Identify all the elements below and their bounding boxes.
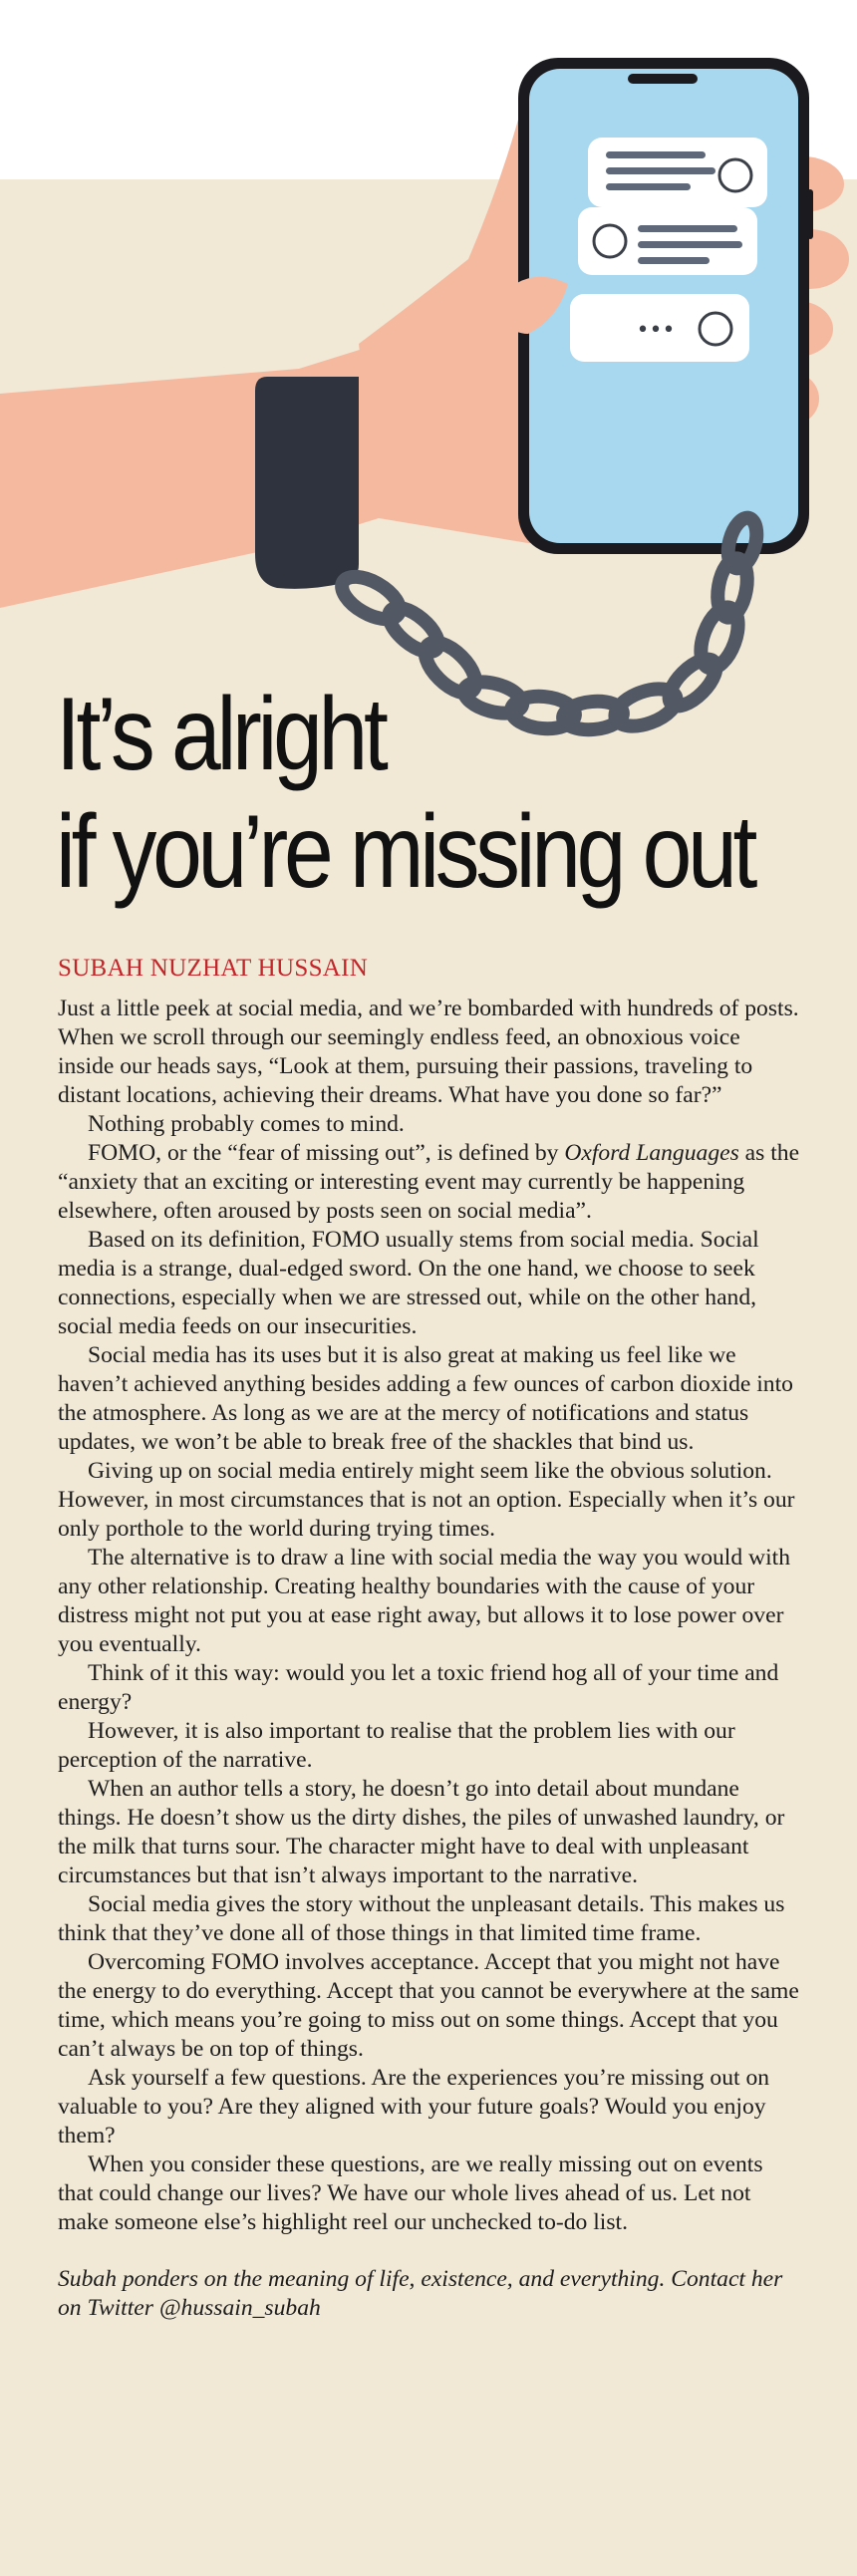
source-title: Oxford Languages (564, 1140, 739, 1166)
ellipsis-text: ••• (636, 318, 676, 343)
headline-line-1: It’s alright (56, 677, 385, 792)
chained-phone-illustration (0, 0, 857, 777)
wrist-cuff (255, 377, 359, 589)
paragraph: Ask yourself a few questions. Are the experiences you’re missing out on valuable to you? Are they aligned with your future goals? Would you enjoy them? (58, 2065, 770, 2148)
article-body (58, 995, 800, 2323)
notification-card (588, 138, 767, 207)
paragraph: The alternative is to draw a line with social media the way you would with any other relationship. Creating healthy boundaries with the cause of your distress might not put you at ease right away, but allows it to lose power over you eventually. (58, 1545, 791, 1657)
paragraph: Giving up on social media entirely might seem like the obvious solution. However, in most circumstances that is not an option. Especially when it’s our only porthole to the world during trying times. (58, 1458, 795, 1542)
paragraph: Nothing probably comes to mind. (88, 1111, 405, 1137)
headline (56, 676, 754, 911)
paragraph: Based on its definition, FOMO usually stems from social media. Social media is a strange, dual-edged sword. On the one hand, we choose to seek connections, especially when we are stressed out, while on the other hand, social media feeds on our insecurities. (58, 1227, 759, 1339)
paragraph: When you consider these questions, are we really missing out on events that could change our lives? We have our whole lives ahead of us. Let not make someone else’s highlight reel our unchecked to-do list. (58, 2151, 763, 2235)
paragraph: Social media gives the story without the unpleasant details. This makes us think that they’ve done all of those things in that limited time frame. (58, 1891, 785, 1946)
paragraph: FOMO, or the “fear of missing out”, is defined by Oxford Languages as the “anxiety that an exciting or interesting event may currently be happening elsewhere, often aroused by posts seen on social media”. (58, 1140, 800, 1224)
paragraph: However, it is also important to realise that the problem lies with our perception of the narrative. (58, 1718, 735, 1773)
author-byline: SUBAH NUZHAT HUSSAIN (58, 955, 369, 982)
author-signature: Subah ponders on the meaning of life, existence, and everything. Contact her on Twitter @hussain_subah (58, 2266, 783, 2321)
notification-card (578, 207, 757, 275)
headline-line-2: if you’re missing out (56, 794, 754, 910)
paragraph: Overcoming FOMO involves acceptance. Accept that you might not have the energy to do everything. Accept that you cannot be everywhere at the same time, which means you’re going to miss out on some things. Accept that you can’t always be on top of things. (58, 1949, 799, 2062)
paragraph: When an author tells a story, he doesn’t go into detail about mundane things. He doesn’t show us the dirty dishes, the piles of unwashed laundry, or the milk that turns sour. The character might have to deal with unpleasant circumstances but that isn’t always important to the narrative. (58, 1776, 785, 1888)
notification-card (570, 294, 749, 362)
paragraph: Social media has its uses but it is also great at making us feel like we haven’t achieved anything besides adding a few ounces of carbon dioxide into the atmosphere. As long as we are at the mercy of notifications and status updates, we won’t be able to break free of the shackles that bind us. (58, 1342, 793, 1455)
paragraph: Just a little peek at social media, and we’re bombarded with hundreds of posts. When we scroll through our seemingly endless feed, an obnoxious voice inside our heads says, “Look at them, pursuing their passions, traveling to distant locations, achieving their dreams. What have you done so far?” (58, 996, 799, 1108)
paragraph: Think of it this way: would you let a toxic friend hog all of your time and energy? (58, 1660, 779, 1715)
